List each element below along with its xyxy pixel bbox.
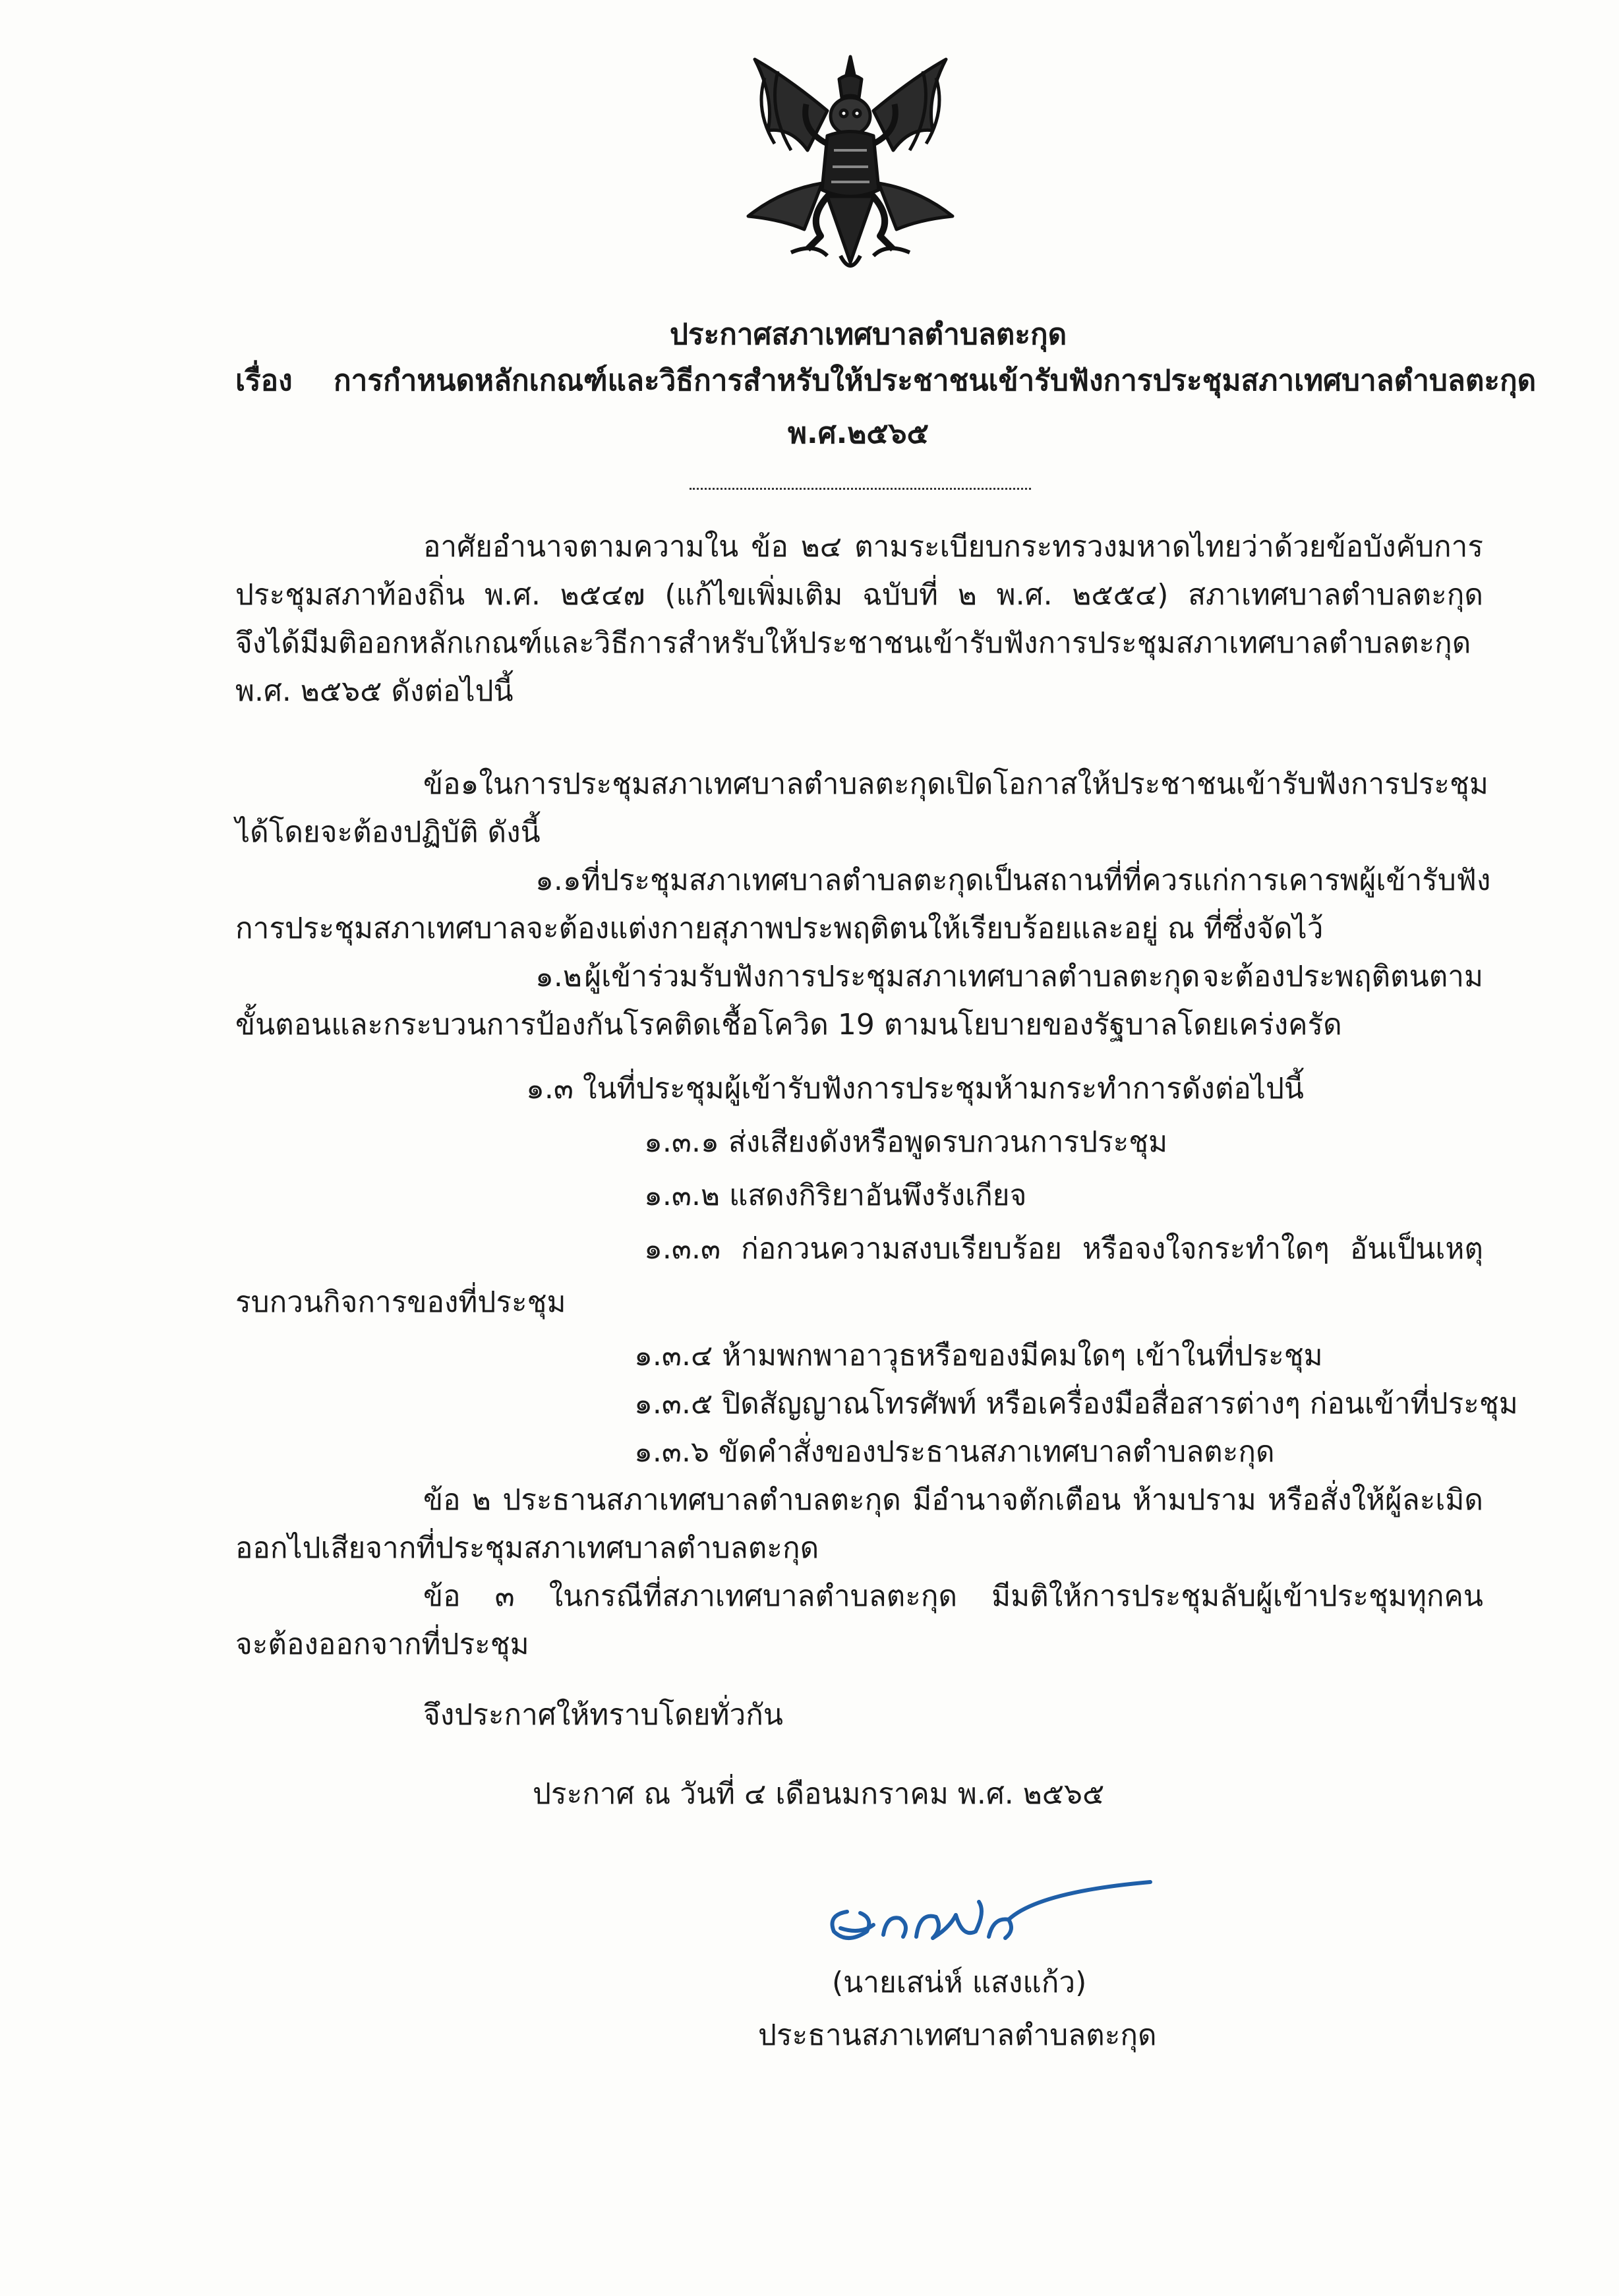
clause-1-line-2: ได้โดยจะต้องปฏิบัติ ดังนี้ <box>235 815 541 849</box>
signature <box>821 1866 1163 1951</box>
announce-line: จึงประกาศให้ทราบโดยทั่วกัน <box>423 1698 783 1732</box>
subject-label: เรื่อง <box>235 364 293 397</box>
date-line: ประกาศ ณ วันที่ ๔ เดือนมกราคม พ.ศ. ๒๕๖๕ <box>533 1777 1105 1811</box>
signer-name: (นายเสน่ห์ แสงแก้ว) <box>832 1966 1087 1999</box>
item-1-3-3-line-2: รบกวนกิจการของที่ประชุม <box>235 1285 566 1319</box>
garuda-emblem-icon <box>728 51 972 279</box>
preamble-line-2: ประชุมสภาท้องถิ่น พ.ศ. ๒๕๔๗ (แก้ไขเพิ่มเติม ฉบับที่ ๒ พ.ศ. ๒๕๕๔) สภาเทศบาลตำบลตะกุด <box>235 578 1483 612</box>
subject-text: การกำหนดหลักเกณฑ์และวิธีการสำหรับให้ประชาชนเข้ารับฟังการประชุมสภาเทศบาลตำบลตะกุด <box>334 364 1537 397</box>
clause-3-line-1: ข้อ ๓ ในกรณีที่สภาเทศบาลตำบลตะกุด มีมติให้การประชุมลับผู้เข้าประชุมทุกคน <box>423 1579 1483 1613</box>
item-1-3-6: ๑.๓.๖ ขัดคำสั่งของประธานสภาเทศบาลตำบลตะกุด <box>634 1435 1275 1469</box>
item-1-3-3-line-1: ๑.๓.๓ ก่อกวนความสงบเรียบร้อย หรือจงใจกระทำใดๆ อันเป็นเหตุ <box>644 1232 1483 1266</box>
clause-2-line-1: ข้อ ๒ ประธานสภาเทศบาลตำบลตะกุด มีอำนาจตักเตือน ห้ามปราม หรือสั่งให้ผู้ละเมิด <box>423 1483 1483 1517</box>
preamble-line-1: อาศัยอำนาจตามความใน ข้อ ๒๔ ตามระเบียบกระทรวงมหาดไทยว่าด้วยข้อบังคับการ <box>423 530 1483 564</box>
item-1-1-line-1: ๑.๑ ที่ประชุมสภาเทศบาลตำบลตะกุด เป็นสถานที่ที่ควรแก่การเคารพผู้เข้ารับฟัง <box>535 864 1491 897</box>
signer-title: ประธานสภาเทศบาลตำบลตะกุด <box>758 2018 1157 2052</box>
item-1-3: ๑.๓ ในที่ประชุมผู้เข้ารับฟังการประชุมห้ามกระทำการดังต่อไปนี้ <box>526 1072 1304 1105</box>
item-1-3-5: ๑.๓.๕ ปิดสัญญาณโทรศัพท์ หรือเครื่องมือสื่อสารต่างๆ ก่อนเข้าที่ประชุม <box>634 1387 1518 1421</box>
item-1-1-line-2: การประชุมสภาเทศบาลจะต้องแต่งกายสุภาพประพฤติตนให้เรียบร้อยและอยู่ ณ ที่ซึ่งจัดไว้ <box>235 912 1324 945</box>
item-1-2-line-1: ๑.๒ ผู้เข้าร่วมรับฟังการประชุมสภาเทศบาลตำบลตะกุด จะต้องประพฤติตนตาม <box>535 960 1483 993</box>
clause-1-line-1: ข้อ ๑ ในการประชุมสภาเทศบาลตำบลตะกุด เปิดโอกาสให้ประชาชนเข้ารับฟังการประชุม <box>423 767 1488 801</box>
document-title: ประกาศสภาเทศบาลตำบลตะกุด <box>670 318 1067 351</box>
item-1-3-1: ๑.๓.๑ ส่งเสียงดังหรือพูดรบกวนการประชุม <box>644 1125 1168 1159</box>
item-1-2-line-2: ขั้นตอนและกระบวนการป้องกันโรคติดเชื้อโควิด 19 ตามนโยบายของรัฐบาลโดยเคร่งครัด <box>235 1008 1342 1042</box>
item-1-3-4: ๑.๓.๔ ห้ามพกพาอาวุธหรือของมีคมใดๆ เข้าในที่ประชุม <box>634 1339 1323 1372</box>
clause-3-line-2: จะต้องออกจากที่ประชุม <box>235 1628 529 1661</box>
title-separator <box>690 488 1031 490</box>
preamble-line-4: พ.ศ. ๒๕๖๕ ดังต่อไปนี้ <box>235 674 514 708</box>
document-year: พ.ศ.๒๕๖๕ <box>788 417 929 450</box>
item-1-3-2: ๑.๓.๒ แสดงกิริยาอันพึงรังเกียจ <box>644 1179 1027 1212</box>
preamble-line-3: จึงได้มีมติออกหลักเกณฑ์และวิธีการสำหรับให้ประชาชนเข้ารับฟังการประชุมสภาเทศบาลตำบลตะกุด <box>235 626 1471 660</box>
clause-2-line-2: ออกไปเสียจากที่ประชุมสภาเทศบาลตำบลตะกุด <box>235 1531 819 1565</box>
